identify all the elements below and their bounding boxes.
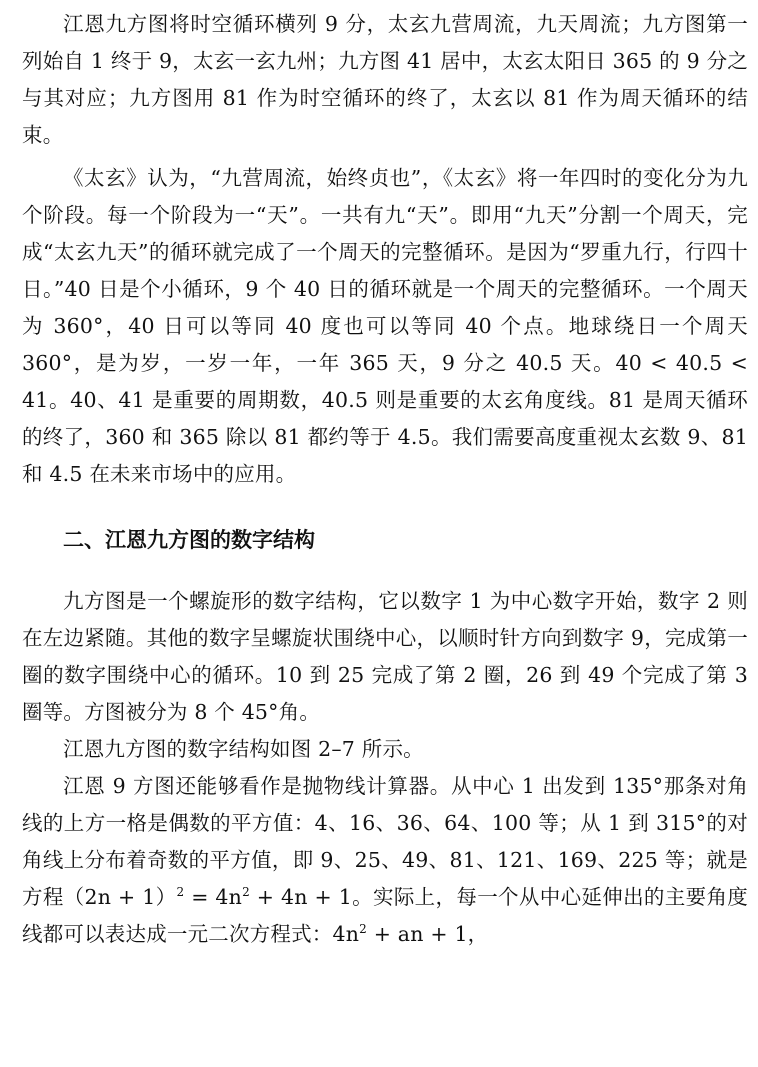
superscript-1: 2 bbox=[176, 885, 185, 900]
paragraph-2: 《太玄》认为，“九营周流，始终贞也”，《太玄》将一年四时的变化分为九个阶段。每一个阶段为一“天”。一共有九“天”。即用“九天”分割一个周天，完成“太玄九天”的循环就完成了一个周天的完整循环。是因为“罗重九行，行四十日。”40 日是个小循环，9 个 40 日的循环就是一个周天的完整循环。一个周天为 360°，40 日可以等同 40 度也可以等同 40 个点。地球绕日一个周天 360°，是为岁，一岁一年，一年 365 天，9 分之 40.5 天。40 < 40.5 < 41。40、41 是重要的周期数，40.5 则是重要的太玄角度线。81 是周天循环的终了，360 和 365 除以 81 都约等于 4.5。我们需要高度重视太玄数 9、81 和 4.5 在未来市场中的应用。 bbox=[22, 166, 748, 486]
paragraph-5-part-1: 江恩 9 方图还能够看作是抛物线计算器。从中心 1 出发到 135°那条对角线的上方一格是偶数的平方值：4、16、36、64、100 等；从 1 到 315°的对角线上分布着奇数的平方值，即 9、25、49、81、121、169、225 等；就是方程（2n + 1） bbox=[22, 774, 748, 909]
paragraph-3: 九方图是一个螺旋形的数字结构，它以数字 1 为中心数字开始，数字 2 则在左边紧随。其他的数字呈螺旋状围绕中心，以顺时针方向到数字 9，完成第一圈的数字围绕中心的循环。10 到 25 完成了第 2 圈，26 到 49 个完成了第 3 圈等。方图被分为 8 个 45°角。 bbox=[22, 589, 748, 724]
paragraph-5-part-3: + 4n + 1。实际上，每一个从中心延伸出的主要角度线都可以表达成一元二次方程式：4n bbox=[22, 885, 749, 946]
paragraph-4: 江恩九方图的数字结构如图 2–7 所示。 bbox=[63, 737, 424, 761]
paragraph-5-part-4: + an + 1， bbox=[367, 922, 489, 946]
superscript-3: 2 bbox=[359, 922, 367, 937]
paragraph-5 bbox=[22, 768, 748, 953]
superscript-2: 2 bbox=[242, 885, 250, 900]
document-page bbox=[22, 6, 748, 953]
paragraph-5-part-2: = 4n bbox=[184, 885, 243, 909]
section-heading: 二、江恩九方图的数字结构 bbox=[63, 528, 315, 552]
paragraph-1: 江恩九方图将时空循环横列 9 分，太玄九营周流，九天周流；九方图第一列始自 1 终于 9，太玄一玄九州；九方图 41 居中，太玄太阳日 365 的 9 分之与其对应；九方图用 81 作为时空循环的终了，太玄以 81 作为周天循环的结束。 bbox=[22, 12, 748, 147]
